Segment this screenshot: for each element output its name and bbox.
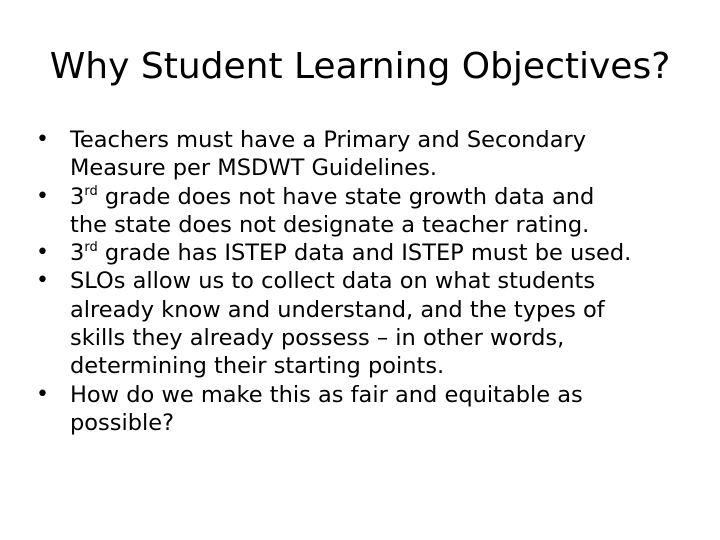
bullet-text-line: SLOs allow us to collect data on what students [70, 268, 596, 295]
bullet-item-slos-collect-data [36, 267, 696, 380]
bullet-point-icon: • [36, 127, 49, 152]
bullet-text-line: determining their starting points. [70, 353, 445, 380]
bullet-text-line: Measure per MSDWT Guidelines. [70, 155, 438, 182]
bullet-text-line [70, 239, 696, 267]
bullet-text-line: How do we make this as fair and equitable as [70, 381, 583, 408]
bullet-point-icon: • [36, 183, 49, 209]
bullet-text-line: the state does not designate a teacher rating. [70, 211, 590, 238]
bullet-text-line: already know and understand, and the types of [70, 296, 605, 323]
bullet-text-rest: grade does not have state growth data and [97, 183, 595, 210]
grade-ordinal-suffix: rd [84, 240, 98, 256]
bullet-text-line: Teachers must have a Primary and Secondary [70, 127, 587, 153]
bullet-point-icon: • [36, 381, 49, 407]
bullet-text-line: skills they already possess – in other words, [70, 325, 565, 352]
bullet-item-istep-data [36, 239, 696, 267]
bullet-text-line [70, 183, 696, 211]
grade-number: 3 [70, 240, 85, 267]
bullet-point-icon: • [36, 268, 49, 294]
bullet-text-rest: grade has ISTEP data and ISTEP must be used. [97, 240, 632, 267]
grade-number: 3 [70, 183, 85, 210]
bullet-text-line: possible? [70, 409, 175, 436]
slide-title: Why Student Learning Objectives? [49, 46, 671, 87]
grade-ordinal-suffix: rd [84, 183, 98, 199]
bullet-item-fair-equitable [36, 381, 696, 438]
bullet-item-state-growth-data [36, 183, 696, 240]
bullet-item-primary-secondary-measure [36, 126, 696, 183]
bullet-list [36, 126, 696, 437]
bullet-point-icon: • [36, 240, 49, 266]
